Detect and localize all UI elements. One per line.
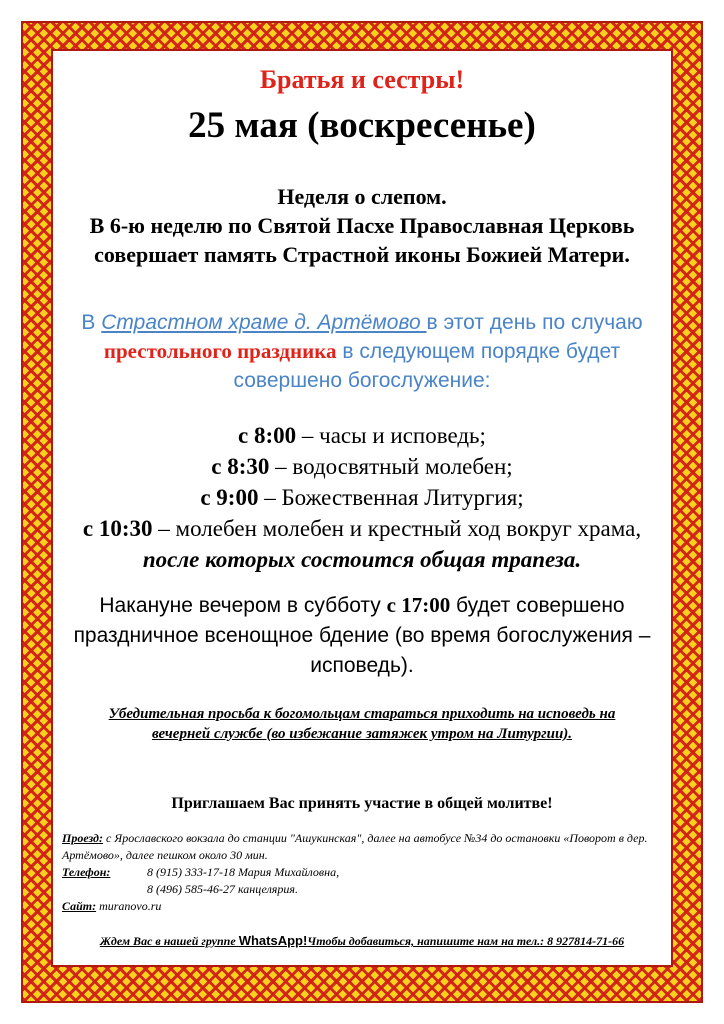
church-link[interactable]: Страстном храме д. Артёмово bbox=[101, 311, 427, 334]
vigil-note bbox=[60, 590, 664, 681]
whatsapp-label: WhatsApp! bbox=[238, 933, 308, 948]
announcement bbox=[60, 182, 664, 269]
schedule-time: с 8:00 bbox=[238, 423, 297, 448]
announcement-line-1: Неделя о слепом. bbox=[277, 184, 447, 209]
greeting: Братья и сестры! bbox=[259, 65, 465, 94]
service-note-prefix: В bbox=[81, 311, 102, 334]
schedule-item bbox=[60, 420, 664, 451]
service-note bbox=[60, 308, 664, 395]
phone-label: Телефон: bbox=[62, 865, 111, 879]
schedule-time: с 10:30 bbox=[82, 516, 153, 541]
site-link[interactable]: muranovo.ru bbox=[96, 899, 162, 913]
schedule-time: с 8:30 bbox=[211, 454, 270, 479]
announcement-line-2: В 6-ю неделю по Святой Пасхе Православная Церковь совершает память Страстной иконы Божией Матери. bbox=[89, 213, 635, 267]
schedule-text: – Божественная Литургия; bbox=[258, 485, 524, 510]
prayer-invitation: Приглашаем Вас принять участие в общей молитве! bbox=[171, 795, 553, 812]
schedule-item bbox=[60, 513, 664, 575]
site-label: Сайт: bbox=[62, 899, 97, 913]
schedule-item bbox=[60, 482, 664, 513]
schedule-time: с 9:00 bbox=[200, 485, 259, 510]
schedule bbox=[60, 420, 664, 575]
route-text: с Ярославского вокзала до станции "Ашукинская", далее на автобусе №34 до остановки «Поворот в дер. Артёмово», далее пешком около 30 мин. bbox=[62, 831, 648, 862]
confession-request: Убедительная просьба к богомольцам стараться приходить на исповедь на вечерней службе (во избежание затяжек утром на Литургии). bbox=[108, 706, 616, 742]
schedule-text: – молебен молебен и крестный ход вокруг храма, bbox=[152, 516, 642, 541]
contact-info bbox=[62, 830, 662, 915]
schedule-item bbox=[60, 451, 664, 482]
whatsapp-note bbox=[62, 932, 662, 950]
site-info bbox=[62, 898, 662, 915]
service-note-suffix: в следующем порядке будет совершено богослужение: bbox=[233, 340, 621, 392]
event-date: 25 мая (воскресенье) bbox=[188, 105, 536, 146]
schedule-text: – водосвятный молебен; bbox=[269, 454, 513, 479]
whatsapp-prefix: Ждем Вас в нашей группе bbox=[99, 934, 239, 948]
whatsapp-phone[interactable]: Чтобы добавиться, напишите нам на тел.: 8 927814-71-66 bbox=[307, 934, 625, 948]
route-info bbox=[62, 830, 662, 864]
phone-2[interactable]: 8 (496) 585-46-27 канцелярия. bbox=[147, 882, 298, 896]
phone-1[interactable]: 8 (915) 333-17-18 Мария Михайловна, bbox=[147, 865, 340, 879]
feast-accent: престольного праздника bbox=[103, 339, 337, 363]
vigil-prefix: Накануне вечером в субботу bbox=[99, 594, 387, 617]
schedule-note: после которых состоится общая трапеза. bbox=[142, 547, 582, 572]
vigil-suffix: будет совершено праздничное всенощное бдение (во время богослужения – исповедь). bbox=[73, 594, 651, 677]
schedule-text: – часы и исповедь; bbox=[296, 423, 486, 448]
phone-info bbox=[62, 864, 662, 881]
route-label: Проезд: bbox=[62, 831, 103, 845]
vigil-time: с 17:00 bbox=[386, 593, 451, 617]
service-note-mid: в этот день по случаю bbox=[426, 311, 643, 334]
